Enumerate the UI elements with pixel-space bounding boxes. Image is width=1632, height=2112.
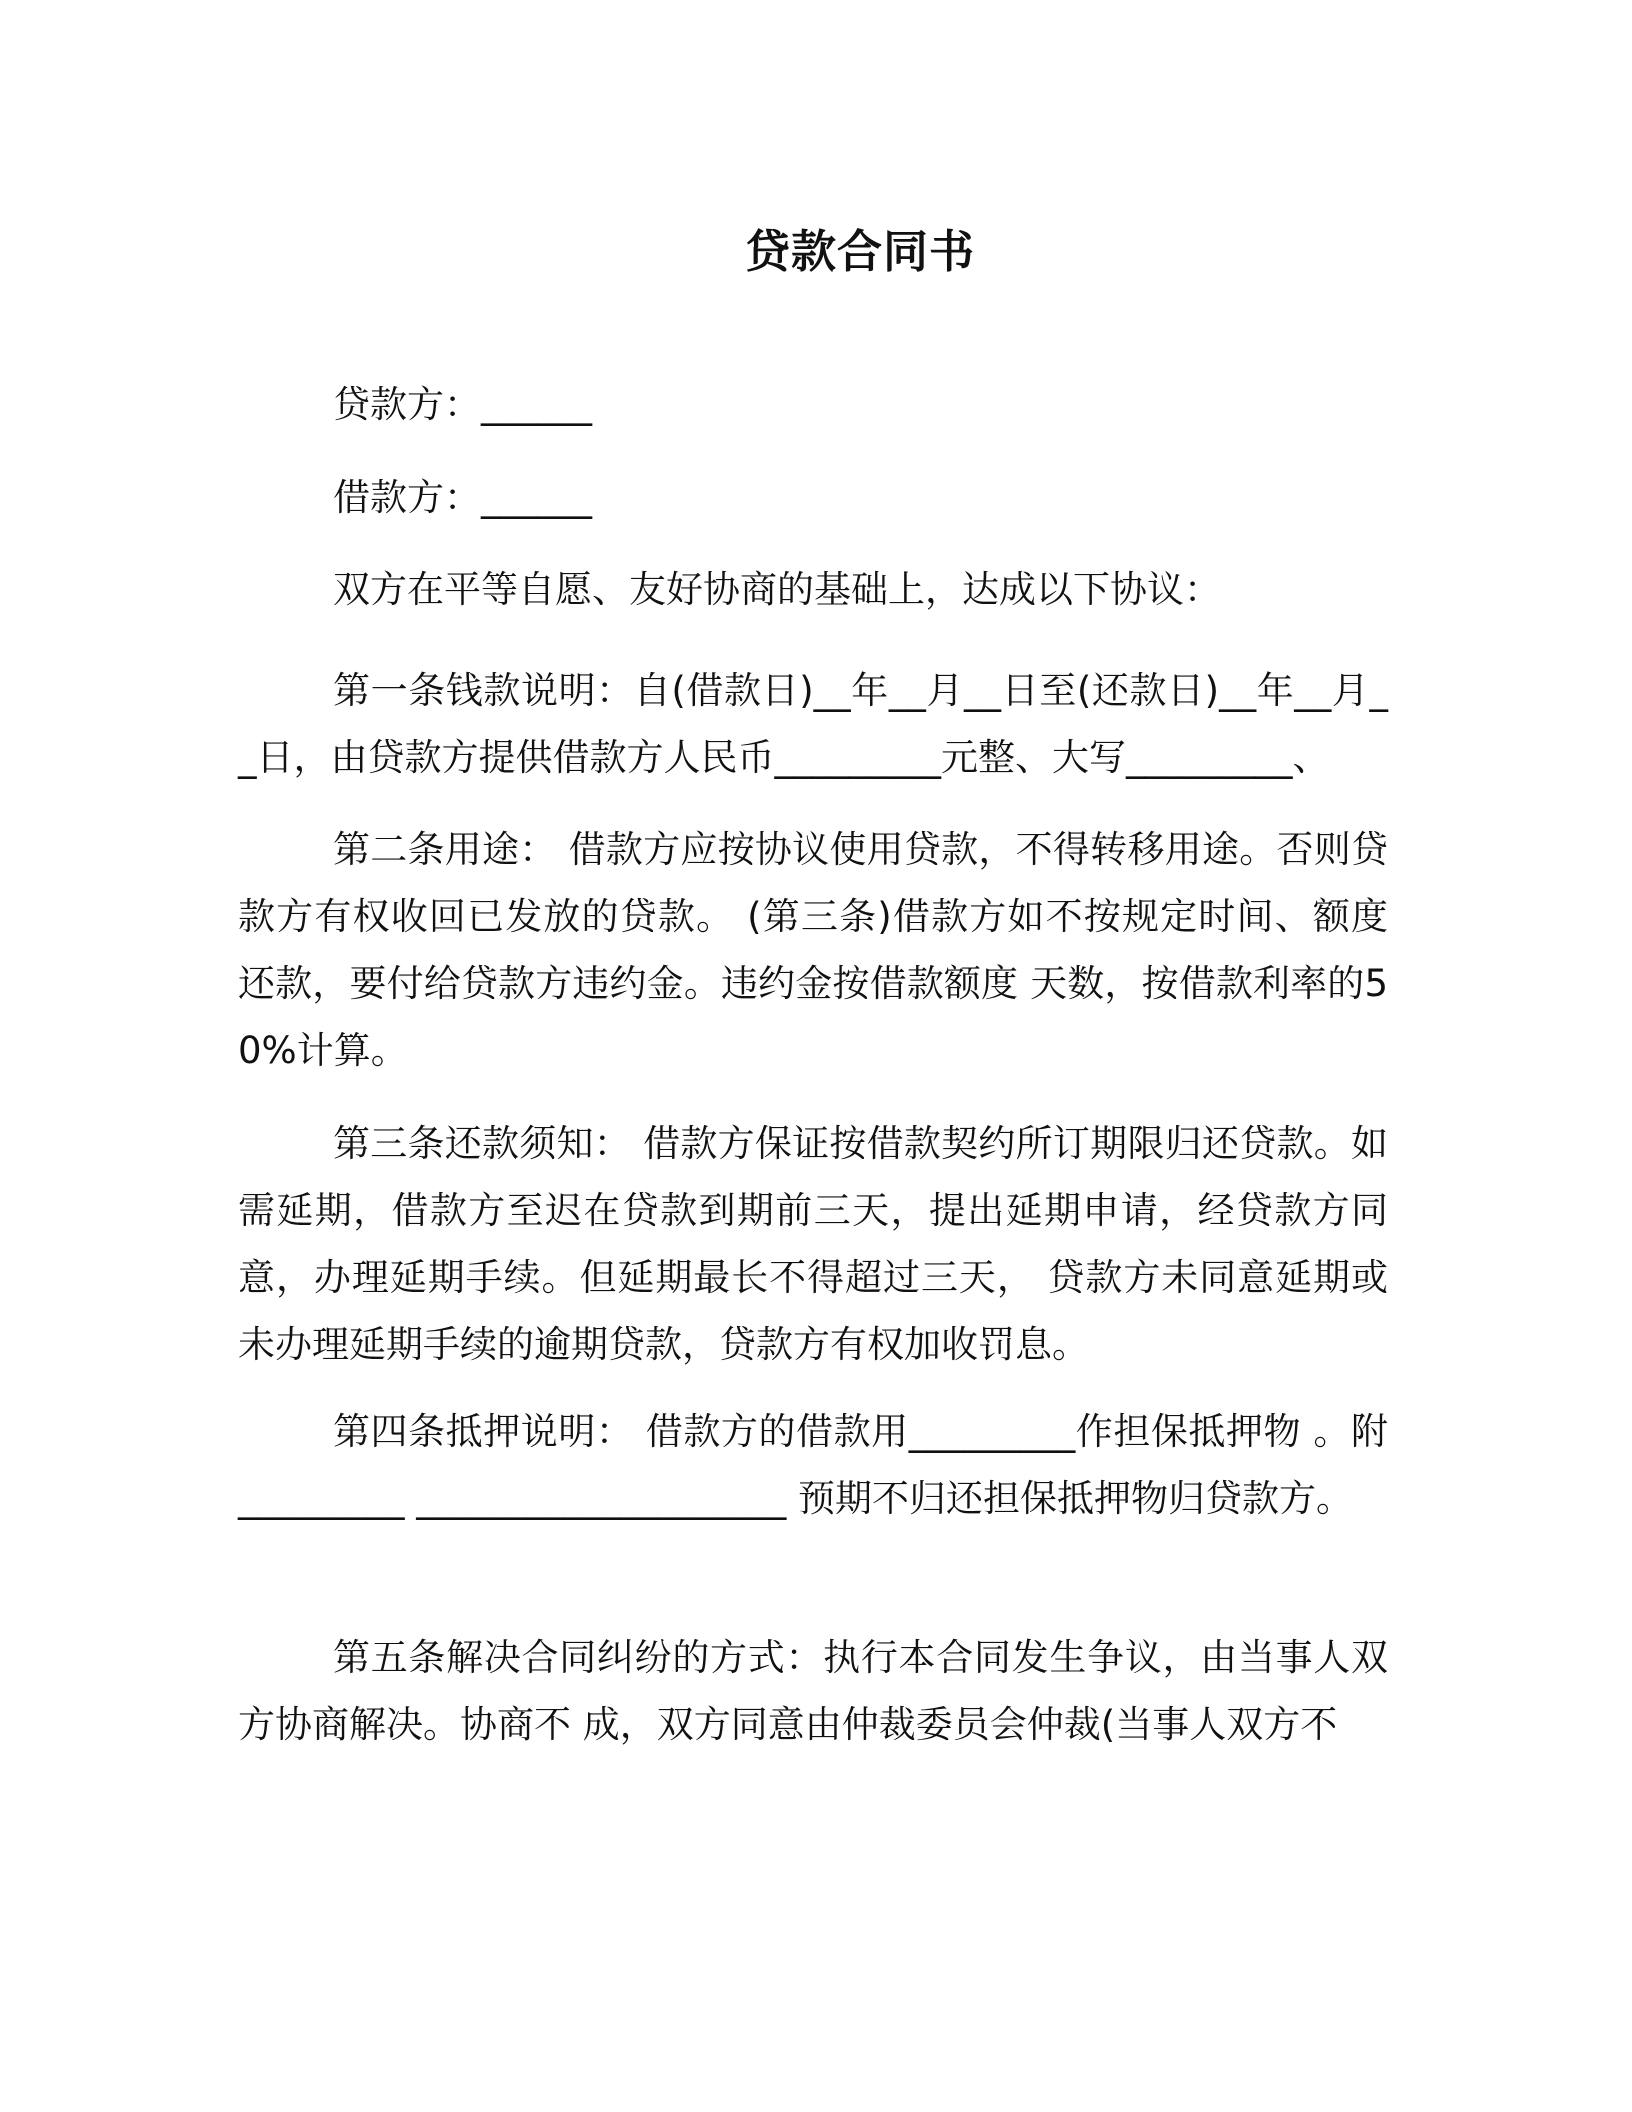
clause-1: 第一条钱款说明：自(借款日)__年__月__日至(还款日)__年__月__日，由贷款方提供借款方人民币_________元整、大写_________、 xyxy=(238,669,1388,779)
document-title: 贷款合同书 xyxy=(744,225,975,278)
lender-field: 贷款方：______ xyxy=(333,383,592,426)
clause-2: 第二条用途： 借款方应按协议使用贷款，不得转移用途。否则贷款方有权收回已发放的贷款。 (第三条)借款方如不按规定时间、额度还款，要付给贷款方违约金。违约金按借款额度 天数，按借款利率的50%计算。 xyxy=(238,828,1388,1072)
borrower-field: 借款方：______ xyxy=(333,476,592,519)
intro-paragraph: 双方在平等自愿、友好协商的基础上，达成以下协议： xyxy=(333,568,1221,611)
clause-3: 第三条还款须知： 借款方保证按借款契约所订期限归还贷款。如需延期，借款方至迟在贷款到期前三天，提出延期申请，经贷款方同意，办理延期手续。但延期最长不得超过三天， 贷款方未同意延期或未办理延期手续的逾期贷款，贷款方有权加收罚息。 xyxy=(238,1122,1388,1366)
clause-5: 第五条解决合同纠纷的方式：执行本合同发生争议，由当事人双方协商解决。协商不 成，双方同意由仲裁委员会仲裁(当事人双方不 xyxy=(238,1636,1388,1746)
clause-4: 第四条抵押说明： 借款方的借款用_________作担保抵押物 。附_________ ____________________ 预期不归还担保抵押物归贷款方。 xyxy=(238,1410,1388,1520)
